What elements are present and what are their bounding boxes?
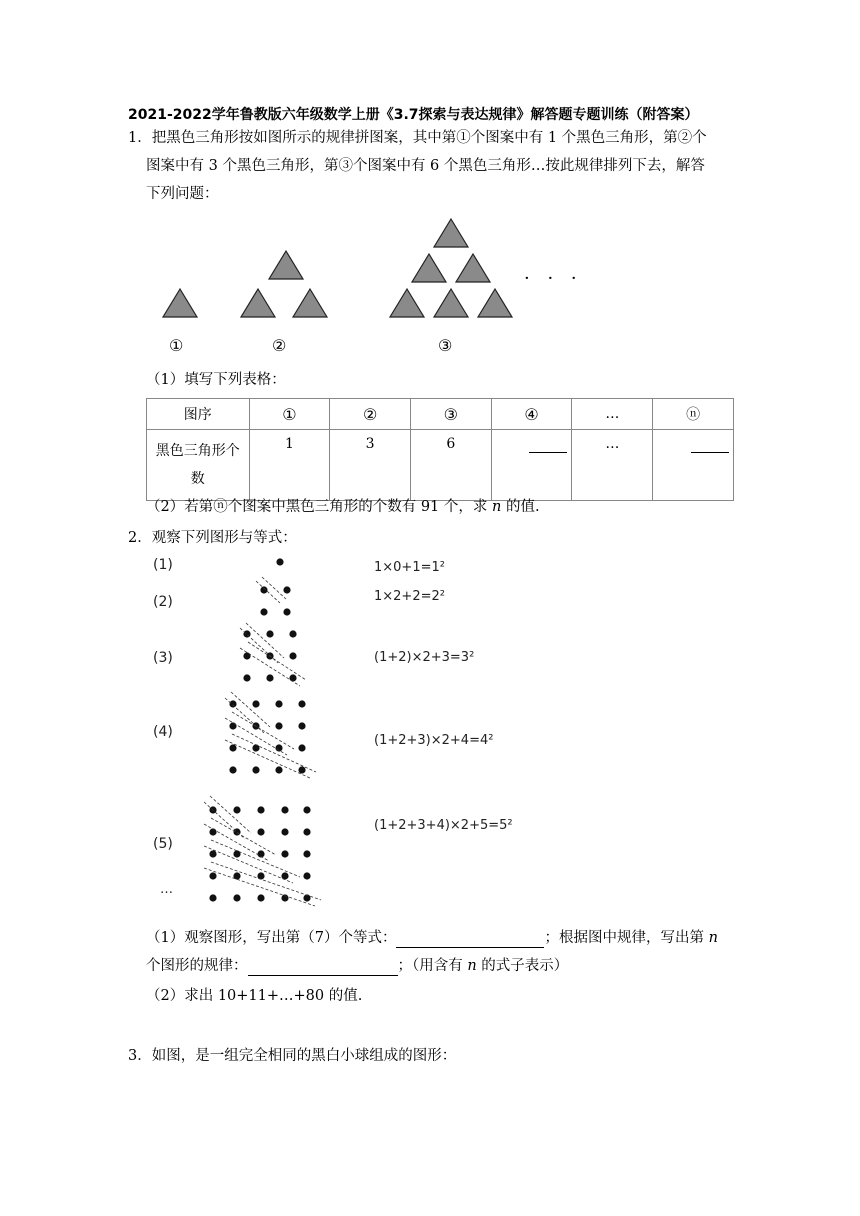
triangle-3-2 [412, 254, 446, 282]
q2-part1-text-d: ；（用含有 [397, 958, 468, 974]
equation-1: 1×0+1=1² [374, 560, 445, 575]
triangle-3-4 [390, 289, 424, 317]
figure-ellipsis: · · · [524, 268, 583, 289]
q1-part2 [146, 497, 540, 517]
q1-number: 1． [128, 130, 152, 146]
answer-blank-eq7[interactable] [396, 931, 544, 948]
q2-part1-text-b: ；根据图中规律，写出第 [544, 930, 709, 946]
table-cell: ⓝ [653, 399, 734, 430]
q2-intro [128, 528, 297, 548]
triangle-pattern-figure [140, 210, 590, 360]
table-cell: ① [249, 399, 330, 430]
q3-line [128, 1046, 456, 1066]
figure-label-1: ① [169, 336, 184, 355]
q1-text-1: 把黑色三角形按如图所示的规律拼图案，其中第①个图案中有 1 个黑色三角形，第②个 [151, 130, 707, 146]
q2-part1-line2 [146, 956, 568, 976]
table-cell: ③ [410, 399, 491, 430]
answer-blank-rule[interactable] [248, 959, 398, 976]
variable-n: n [467, 958, 477, 974]
table-cell: ② [330, 399, 411, 430]
equation-3: (1+2)×2+3=3² [374, 650, 475, 665]
blank-line [529, 436, 567, 453]
equation-2: 1×2+2=2² [374, 589, 445, 604]
q1-part2-text: （2）若第ⓝ个图案中黑色三角形的个数有 91 个，求 [146, 499, 493, 515]
row-label-ellipsis: … [160, 882, 173, 897]
table-row-header: 黑色三角形个数 [147, 430, 250, 501]
variable-n: n [492, 499, 502, 515]
q2-part2: （2）求出 10+11+…+80 的值. [146, 988, 363, 1004]
q1-line1 [128, 128, 707, 148]
q1-part2-tail: 的值. [501, 499, 540, 515]
q3-text: 如图，是一组完全相同的黑白小球组成的图形： [151, 1048, 457, 1064]
q3-number: 3． [128, 1048, 152, 1064]
q2-number: 2． [128, 530, 152, 546]
triangle-2-1 [269, 251, 303, 279]
equation-5: (1+2+3+4)×2+5=5² [374, 818, 513, 833]
triangle-3-6 [478, 289, 512, 317]
answer-blank-n[interactable] [653, 430, 734, 501]
blank-line [691, 436, 729, 453]
table-cell: 1 [249, 430, 330, 501]
page-title: 2021-2022学年鲁教版六年级数学上册《3.7探索与表达规律》解答题专题训练（附答案） [128, 107, 699, 123]
table-cell: 图序 [147, 399, 250, 430]
equation-4: (1+2+3)×2+4=4² [374, 733, 494, 748]
q2-intro-text: 观察下列图形与等式： [151, 530, 297, 546]
triangle-1-1 [163, 289, 197, 317]
triangle-2-3 [293, 289, 327, 317]
q2-part1-line1 [146, 928, 718, 948]
row-label-3: (3) [153, 650, 173, 666]
row-label-5: (5) [153, 836, 173, 852]
q1-text-3: 下列问题： [146, 186, 219, 202]
row-label-2: (2) [153, 594, 173, 610]
variable-n: n [708, 930, 718, 946]
figure-label-3: ③ [438, 336, 453, 355]
triangle-3-3 [456, 254, 490, 282]
dot-pattern-figure [190, 548, 350, 928]
table-cell: … [572, 430, 653, 501]
table-cell: … [572, 399, 653, 430]
table-cell: 6 [410, 430, 491, 501]
q1-text-2: 图案中有 3 个黑色三角形，第③个图案中有 6 个黑色三角形…按此规律排列下去，解答 [146, 158, 705, 174]
table-cell: 3 [330, 430, 411, 501]
q2-part1-text-c: 个图形的规律： [146, 958, 248, 974]
triangle-2-2 [241, 289, 275, 317]
q2-part1-text: （1）观察图形，写出第（7）个等式： [146, 930, 397, 946]
answer-blank-4[interactable] [491, 430, 572, 501]
row-label-1: (1) [153, 557, 173, 573]
table-cell: ④ [491, 399, 572, 430]
row-label-4: (4) [153, 724, 173, 740]
triangle-3-5 [434, 289, 468, 317]
q1-part1: （1）填写下列表格： [146, 372, 286, 388]
answer-table [146, 398, 734, 501]
triangle-3-1 [434, 219, 468, 247]
figure-label-2: ② [272, 336, 287, 355]
q2-part1-text-e: 的式子表示） [476, 958, 569, 974]
